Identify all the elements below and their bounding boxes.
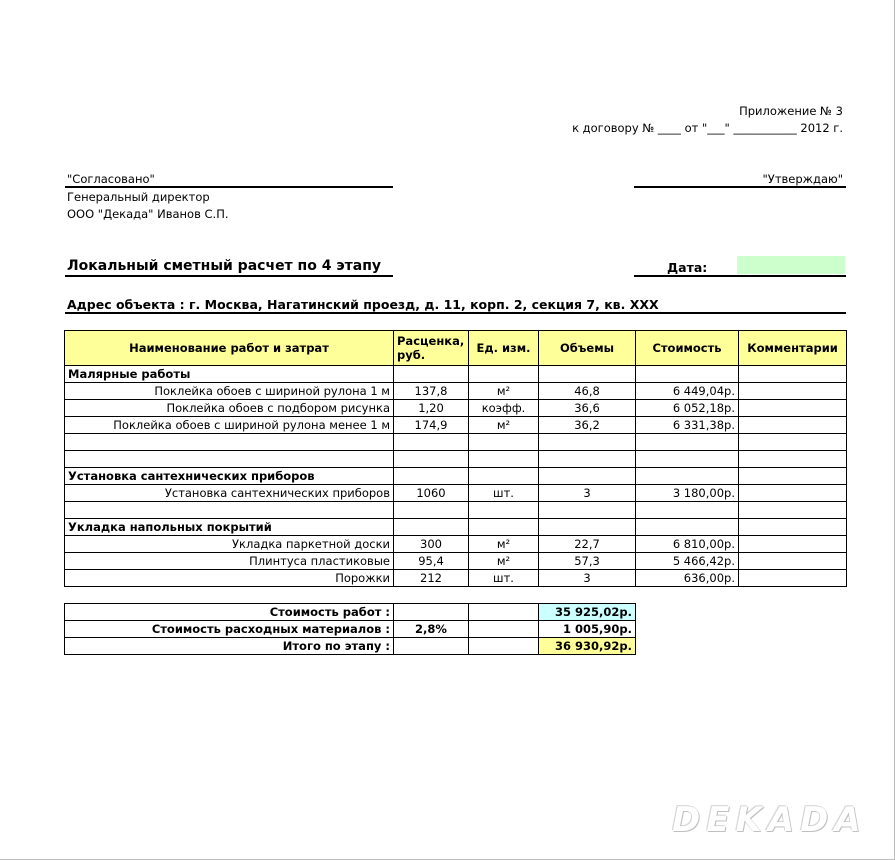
empty-cell: [469, 638, 539, 655]
header-volume: Объемы: [539, 331, 636, 366]
work-cost: 6 331,38р.: [636, 417, 739, 434]
work-unit: шт.: [469, 570, 539, 587]
director-name: ООО "Декада" Иванов С.П.: [67, 207, 229, 221]
work-cost: 636,00р.: [636, 570, 739, 587]
empty-cell: [636, 451, 739, 468]
agreed-label: "Согласовано": [67, 172, 155, 186]
empty-cell: [539, 519, 636, 536]
empty-cell: [394, 604, 469, 621]
empty-cell: [65, 434, 394, 451]
work-name: Поклейка обоев с шириной рулона менее 1 м: [65, 417, 394, 434]
empty-cell: [394, 468, 469, 485]
table-row: [65, 383, 847, 400]
work-unit: м²: [469, 536, 539, 553]
table-header-row: [65, 331, 847, 366]
agreed-signature-line: [65, 186, 393, 188]
work-unit: м²: [469, 417, 539, 434]
empty-cell: [469, 434, 539, 451]
empty-cell: [636, 434, 739, 451]
work-volume: 36,2: [539, 417, 636, 434]
table-row: [65, 570, 847, 587]
section-name: Малярные работы: [65, 366, 394, 383]
empty-cell: [739, 451, 847, 468]
empty-cell: [539, 468, 636, 485]
work-volume: 36,6: [539, 400, 636, 417]
section-name: Установка сантехнических приборов: [65, 468, 394, 485]
empty-row: [65, 502, 847, 519]
work-name: Укладка паркетной доски: [65, 536, 394, 553]
totals-row-total: [65, 638, 636, 655]
empty-cell: [636, 366, 739, 383]
stage-total-label: Итого по этапу :: [65, 638, 394, 655]
empty-cell: [539, 451, 636, 468]
work-cost: 5 466,42р.: [636, 553, 739, 570]
work-volume: 46,8: [539, 383, 636, 400]
works-cost-value: 35 925,02р.: [539, 604, 636, 621]
work-price: 95,4: [394, 553, 469, 570]
work-comment: [739, 536, 847, 553]
work-cost: 3 180,00р.: [636, 485, 739, 502]
work-unit: коэфф.: [469, 400, 539, 417]
empty-cell: [65, 451, 394, 468]
empty-cell: [394, 434, 469, 451]
empty-cell: [469, 621, 539, 638]
empty-cell: [739, 519, 847, 536]
work-cost: 6 449,04р.: [636, 383, 739, 400]
totals-row-works: [65, 604, 636, 621]
object-address: Адрес объекта : г. Москва, Нагатинский проезд, д. 11, корп. 2, секция 7, кв. XXX: [67, 297, 659, 312]
work-price: 1,20: [394, 400, 469, 417]
empty-cell: [394, 366, 469, 383]
work-name: Плинтуса пластиковые: [65, 553, 394, 570]
work-name: Поклейка обоев с шириной рулона 1 м: [65, 383, 394, 400]
section-row: [65, 366, 847, 383]
empty-cell: [394, 519, 469, 536]
totals-table: [64, 603, 636, 655]
work-price: 300: [394, 536, 469, 553]
work-comment: [739, 400, 847, 417]
empty-cell: [469, 451, 539, 468]
header-name: Наименование работ и затрат: [65, 331, 394, 366]
approve-label: "Утверждаю": [762, 172, 843, 186]
materials-percent: 2,8%: [394, 621, 469, 638]
work-price: 174,9: [394, 417, 469, 434]
header-cost: Стоимость: [636, 331, 739, 366]
date-label: Дата:: [667, 260, 708, 275]
stage-total-value: 36 930,92р.: [539, 638, 636, 655]
empty-cell: [469, 502, 539, 519]
empty-row: [65, 451, 847, 468]
dekada-logo: DEKADA: [672, 800, 867, 840]
work-comment: [739, 553, 847, 570]
totals-row-materials: [65, 621, 636, 638]
header-comment: Комментарии: [739, 331, 847, 366]
estimate-table: [64, 330, 847, 587]
empty-cell: [469, 604, 539, 621]
section-row: [65, 519, 847, 536]
work-name: Установка сантехнических приборов: [65, 485, 394, 502]
empty-cell: [65, 502, 394, 519]
work-name: Поклейка обоев с подбором рисунка: [65, 400, 394, 417]
header-price: Расценка, руб.: [394, 331, 469, 366]
date-underline: [634, 275, 846, 277]
empty-cell: [394, 451, 469, 468]
work-cost: 6 052,18р.: [636, 400, 739, 417]
document-title: Локальный сметный расчет по 4 этапу: [67, 258, 381, 274]
empty-cell: [739, 366, 847, 383]
table-row: [65, 553, 847, 570]
work-volume: 3: [539, 570, 636, 587]
work-unit: шт.: [469, 485, 539, 502]
work-volume: 3: [539, 485, 636, 502]
empty-cell: [739, 502, 847, 519]
work-comment: [739, 570, 847, 587]
appendix-number: Приложение № 3: [739, 104, 843, 118]
work-price: 212: [394, 570, 469, 587]
empty-cell: [636, 502, 739, 519]
approve-signature-line: [634, 186, 846, 188]
header-unit: Ед. изм.: [469, 331, 539, 366]
table-row: [65, 485, 847, 502]
empty-cell: [539, 502, 636, 519]
materials-cost-label: Стоимость расходных материалов :: [65, 621, 394, 638]
empty-row: [65, 434, 847, 451]
title-underline: [65, 275, 393, 277]
empty-cell: [469, 366, 539, 383]
empty-cell: [394, 502, 469, 519]
work-unit: м²: [469, 553, 539, 570]
empty-cell: [469, 468, 539, 485]
section-name: Укладка напольных покрытий: [65, 519, 394, 536]
date-input-cell[interactable]: [737, 256, 845, 274]
work-volume: 57,3: [539, 553, 636, 570]
empty-cell: [636, 468, 739, 485]
materials-cost-value: 1 005,90р.: [539, 621, 636, 638]
empty-cell: [394, 638, 469, 655]
empty-cell: [739, 468, 847, 485]
work-comment: [739, 485, 847, 502]
address-underline: [65, 312, 846, 314]
contract-reference: к договору № ____ от "___" ___________ 2012 г.: [572, 121, 843, 135]
director-title: Генеральный директор: [67, 190, 210, 204]
empty-cell: [539, 366, 636, 383]
empty-cell: [636, 519, 739, 536]
empty-cell: [739, 434, 847, 451]
work-unit: м²: [469, 383, 539, 400]
work-cost: 6 810,00р.: [636, 536, 739, 553]
table-row: [65, 536, 847, 553]
work-name: Порожки: [65, 570, 394, 587]
work-price: 137,8: [394, 383, 469, 400]
work-comment: [739, 383, 847, 400]
table-row: [65, 417, 847, 434]
work-comment: [739, 417, 847, 434]
empty-cell: [539, 434, 636, 451]
table-row: [65, 400, 847, 417]
work-volume: 22,7: [539, 536, 636, 553]
empty-cell: [469, 519, 539, 536]
works-cost-label: Стоимость работ :: [65, 604, 394, 621]
section-row: [65, 468, 847, 485]
work-price: 1060: [394, 485, 469, 502]
